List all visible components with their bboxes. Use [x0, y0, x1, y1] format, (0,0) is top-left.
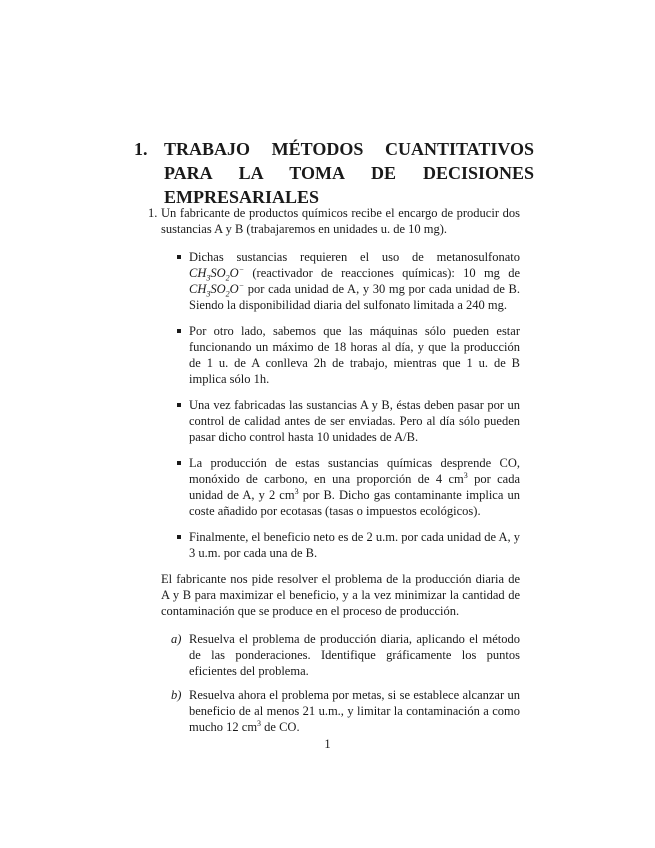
bullet-text: por cada unidad de A, y 2 cm — [189, 472, 521, 502]
problem-number: 1. — [148, 206, 158, 220]
bullet-marker — [177, 255, 181, 259]
chem-formula: $CH_3SO_2O^-$ — [189, 264, 245, 283]
problem-intro: Un fabricante de productos químicos recibe el encargo de producir dos sustancias A y B (trabajaremos en unidades u. de 10 mg). — [161, 206, 520, 236]
bullet-text: por B. Dicho gas contaminante implica un coste añadido por ecotasas (tasas o impuestos ecológicos). — [189, 488, 520, 518]
section-title: TRABAJO MÉTODOS CUANTITATIVOS PARA LA TOMA DE DECISIONES EMPRESARIALES — [164, 139, 534, 207]
bullet-profit — [189, 529, 520, 561]
task-text: de CO. — [261, 720, 300, 734]
bullet-text: La producción de estas sustancias químicas desprende CO, monóxido de carbono, en una proporción de 4 cm — [189, 456, 520, 486]
bullet-marker — [177, 403, 181, 407]
unit-exponent: 3 — [294, 486, 299, 496]
bullet-quality-control — [189, 397, 520, 445]
bullet-marker — [177, 461, 181, 465]
task-text: Resuelva ahora el problema por metas, si se establece alcanzar un beneficio de al menos 21 u.m., y limitar la contaminación a como mucho 12 cm — [189, 688, 520, 734]
section-heading — [134, 137, 534, 209]
bullet-text: Finalmente, el beneficio neto es de 2 u.m. por cada unidad de A, y 3 u.m. por cada una de B. — [189, 530, 520, 560]
bullet-sulfonate — [189, 249, 520, 313]
bullet-text: Dichas sustancias requieren el uso de metanosulfonato — [189, 250, 520, 264]
task-text: Resuelva el problema de producción diaria, aplicando el método de las ponderaciones. Identifique gráficamente los puntos eficientes del problema. — [189, 632, 520, 678]
problem-1 — [148, 205, 520, 743]
task-a — [171, 631, 520, 679]
section-number: 1. — [134, 139, 148, 159]
bullet-contamination — [189, 455, 520, 519]
bullet-text: Una vez fabricadas las sustancias A y B, éstas deben pasar por un control de calidad antes de ser enviadas. Pero al día sólo pueden pasar dicho control hasta 10 unidades de A/B. — [189, 398, 520, 444]
problem-body — [161, 205, 520, 735]
bullet-marker — [177, 329, 181, 333]
task-b — [171, 687, 520, 735]
unit-exponent: 3 — [257, 718, 262, 728]
task-label: a) — [171, 632, 182, 646]
bullet-machines — [189, 323, 520, 387]
bullet-marker — [177, 535, 181, 539]
task-list — [161, 631, 520, 735]
page-number: 1 — [324, 737, 331, 751]
bullet-text: (reactivador de reacciones químicas): 10 mg de — [252, 266, 520, 280]
bullet-text: Por otro lado, sabemos que las máquinas sólo pueden estar funcionando un máximo de 18 horas al día, y que la producción de 1 u. de A conlleva 2h de trabajo, mientras que 1 u. de B implica sólo 1h. — [189, 324, 520, 386]
unit-exponent: 3 — [463, 470, 468, 480]
bullet-text: por cada unidad de A, y 30 mg por cada unidad de B. Siendo la disponibilidad diaria del sulfonato limitada a 240 mg. — [189, 282, 520, 312]
condition-list — [161, 249, 520, 561]
task-label: b) — [171, 688, 182, 702]
problem-statement: El fabricante nos pide resolver el problema de la producción diaria de A y B para maximizar el beneficio, y a la vez minimizar la cantidad de contaminación que se produce en el proceso de producción. — [161, 572, 520, 618]
chem-formula: $CH_3SO_2O^-$ — [189, 280, 245, 299]
